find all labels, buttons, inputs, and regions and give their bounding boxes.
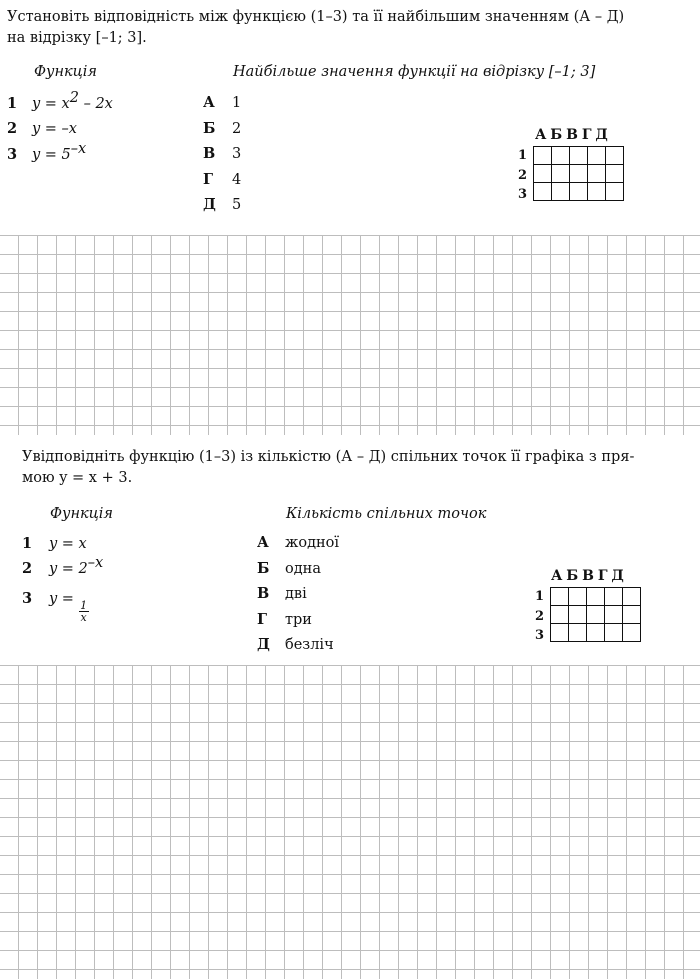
answer-cell[interactable] bbox=[551, 624, 569, 642]
task2-answer-grid[interactable] bbox=[550, 587, 641, 642]
answer-cell[interactable] bbox=[623, 606, 641, 624]
option-value: 4 bbox=[232, 171, 242, 188]
answer-cell[interactable] bbox=[606, 183, 624, 201]
answer-cell[interactable] bbox=[551, 588, 569, 606]
answer-cell[interactable] bbox=[570, 165, 588, 183]
answer-row-label: 3 bbox=[535, 628, 545, 643]
function-expr: y = 2 bbox=[49, 561, 88, 577]
answer-row-label: 2 bbox=[518, 167, 528, 183]
task1-answer-row-labels bbox=[518, 146, 527, 205]
task1-answer-header: А Б В Г Д bbox=[535, 127, 608, 143]
option-letter: Г bbox=[257, 610, 268, 628]
task2-options bbox=[257, 530, 339, 658]
answer-row-label: 3 bbox=[518, 187, 528, 202]
fraction-denominator: x bbox=[80, 611, 87, 624]
task1-prompt-line1: Установіть відповідність між функцією (1–3) та її найбільшим значенням (А – Д) bbox=[7, 9, 625, 25]
fraction bbox=[79, 600, 89, 623]
answer-cell[interactable] bbox=[587, 588, 605, 606]
option-row bbox=[257, 556, 339, 582]
function-expr: y = 5 bbox=[32, 147, 71, 163]
task2-prompt-line1: Увідповідніть функцію (1–3) із кількістю (А – Д) спільних точок її графіка з пря- bbox=[22, 449, 635, 465]
option-letter: Д bbox=[257, 636, 270, 653]
task1-prompt bbox=[7, 7, 687, 49]
answer-cell[interactable] bbox=[569, 606, 587, 624]
option-value: три bbox=[285, 611, 312, 628]
option-letter: В bbox=[257, 585, 270, 602]
option-value: жодної bbox=[285, 535, 340, 551]
option-value: 3 bbox=[232, 146, 242, 162]
answer-cell[interactable] bbox=[569, 588, 587, 606]
answer-cell[interactable] bbox=[552, 147, 570, 165]
option-row bbox=[203, 90, 241, 116]
answer-cell[interactable] bbox=[588, 147, 606, 165]
answer-cell[interactable] bbox=[588, 183, 606, 201]
task1-prompt-line2: на відрізку [–1; 3]. bbox=[7, 30, 147, 46]
task1-function-row bbox=[7, 118, 77, 137]
task2-prompt-line2: мою y = x + 3. bbox=[22, 470, 133, 486]
option-row bbox=[203, 116, 241, 142]
function-number: 3 bbox=[7, 146, 18, 163]
task1-function-row bbox=[7, 141, 87, 163]
task2-answer-header: А Б В Г Д bbox=[551, 568, 624, 584]
task2-scratch-grid bbox=[0, 665, 700, 979]
function-expr: y = –x bbox=[32, 121, 77, 137]
option-row bbox=[257, 632, 339, 658]
option-letter: Б bbox=[257, 559, 270, 577]
option-row bbox=[257, 530, 339, 556]
task2-function-row bbox=[22, 555, 104, 577]
option-letter: Б bbox=[203, 119, 216, 137]
option-row bbox=[203, 192, 241, 218]
option-letter: А bbox=[257, 534, 269, 551]
answer-cell[interactable] bbox=[552, 183, 570, 201]
task1-functions-header: Функція bbox=[34, 64, 98, 80]
option-row bbox=[203, 167, 241, 193]
task2-count-header: Кількість спільних точок bbox=[286, 506, 487, 522]
fraction-numerator: 1 bbox=[80, 599, 88, 612]
task1-options bbox=[203, 90, 241, 218]
task2-prompt bbox=[22, 447, 682, 489]
task2-function-row bbox=[22, 588, 89, 623]
function-number: 2 bbox=[7, 120, 18, 137]
option-letter: Г bbox=[203, 170, 214, 188]
task2-function-row bbox=[22, 533, 87, 552]
function-number: 3 bbox=[22, 590, 33, 607]
option-row bbox=[203, 141, 241, 167]
function-expr: y = x bbox=[32, 96, 70, 112]
answer-cell[interactable] bbox=[605, 624, 623, 642]
task2-functions-header: Функція bbox=[50, 506, 114, 522]
answer-cell[interactable] bbox=[570, 147, 588, 165]
option-letter: В bbox=[203, 145, 216, 162]
answer-cell[interactable] bbox=[623, 624, 641, 642]
function-exponent: –x bbox=[70, 141, 87, 157]
answer-cell[interactable] bbox=[587, 624, 605, 642]
answer-row-label: 2 bbox=[535, 608, 545, 624]
answer-row-label: 1 bbox=[535, 589, 545, 604]
task1-answer-grid[interactable] bbox=[533, 146, 624, 201]
task1-scratch-grid bbox=[0, 235, 700, 435]
function-number: 1 bbox=[7, 95, 18, 112]
answer-cell[interactable] bbox=[587, 606, 605, 624]
answer-cell[interactable] bbox=[552, 165, 570, 183]
answer-cell[interactable] bbox=[588, 165, 606, 183]
answer-cell[interactable] bbox=[605, 606, 623, 624]
option-letter: А bbox=[203, 94, 215, 111]
option-letter: Д bbox=[203, 196, 216, 213]
task2-answer-row-labels bbox=[535, 587, 544, 646]
option-value: дві bbox=[285, 586, 307, 602]
function-number: 1 bbox=[22, 535, 33, 552]
answer-row-label: 1 bbox=[518, 148, 528, 163]
function-number: 2 bbox=[22, 560, 33, 577]
answer-cell[interactable] bbox=[606, 147, 624, 165]
answer-cell[interactable] bbox=[606, 165, 624, 183]
option-value: 1 bbox=[232, 95, 242, 111]
answer-cell[interactable] bbox=[534, 183, 552, 201]
function-exponent: 2 bbox=[69, 90, 79, 106]
option-value: 2 bbox=[232, 120, 242, 137]
answer-cell[interactable] bbox=[569, 624, 587, 642]
answer-cell[interactable] bbox=[570, 183, 588, 201]
task1-values-header: Найбільше значення функції на відрізку [–1; 3] bbox=[233, 64, 596, 80]
option-row bbox=[257, 607, 339, 633]
option-value: безліч bbox=[285, 637, 334, 653]
function-expr: y = bbox=[49, 591, 79, 607]
option-value: одна bbox=[285, 560, 321, 577]
function-tail: – 2x bbox=[78, 96, 113, 112]
task1-function-row bbox=[7, 90, 113, 112]
answer-cell[interactable] bbox=[623, 588, 641, 606]
option-row bbox=[257, 581, 339, 607]
answer-cell[interactable] bbox=[551, 606, 569, 624]
answer-cell[interactable] bbox=[534, 147, 552, 165]
answer-cell[interactable] bbox=[605, 588, 623, 606]
function-expr: y = x bbox=[49, 536, 87, 552]
function-exponent: –x bbox=[87, 555, 104, 571]
answer-cell[interactable] bbox=[534, 165, 552, 183]
option-value: 5 bbox=[232, 197, 242, 213]
